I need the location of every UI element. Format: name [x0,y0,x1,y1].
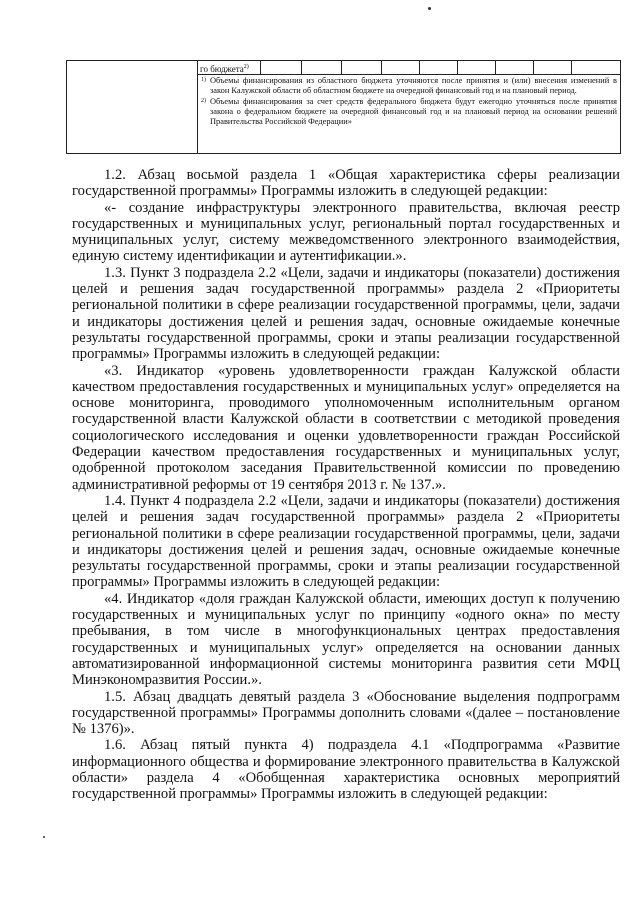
scan-speck [43,836,45,838]
footnote-mark: 1) [201,77,206,83]
scan-speck [428,7,431,10]
table-cell-divider [495,61,496,74]
paragraph-1-5: 1.5. Абзац двадцать девятый раздела 3 «Обоснование выделения подпрограмм государственной программы» Программы дополнить словами «(далее – постановление № 1376)». [72,688,620,738]
paragraph-1-4: 1.4. Пункт 4 подраздела 2.2 «Цели, задачи и индикаторы (показатели) достижения целей и решения задач государственной программы» раздела 2 «Приоритеты региональной политики в сфере реализации государственной программы, цели, задачи и индикаторы достижения целей и решения задач, основные ожидаемые конечные результаты государственной программы, сроки и этапы реализации государственной программы» Программы изложить в следующей редакции: [72,492,620,591]
table-cell-divider [341,61,342,74]
paragraph-quote-infrastructure: «- создание инфраструктуры электронного правительства, включая реестр государственных и муниципальных услуг, региональный портал государственных и муниципальных услуг, систему межведомственного электронного взаимодействия, единую систему идентификации и аутентификации.». [72,199,620,265]
document-body [72,167,620,803]
footnote [201,97,617,127]
table-footnotes [201,76,617,128]
financing-table-fragment [66,60,621,154]
paragraph-quote-indicator-4: «4. Индикатор «доля граждан Калужской области, имеющих доступ к получению государственных и муниципальных услуг по принципу «одного окна» по месту пребывания, в том числе в многофункциональных центрах предоставления государственных и муниципальных услуг» определяется на основании данных автоматизированной информационной системы мониторинга развития сети МФЦ Минэкономразвития России.». [72,590,620,689]
footnote-mark: 2) [201,98,206,104]
table-cell-divider [533,61,534,74]
table-cell-divider [301,61,302,74]
paragraph-1-2: 1.2. Абзац восьмой раздела 1 «Общая характеристика сферы реализации государственной программы» Программы изложить в следующей редакции: [72,167,620,200]
paragraph-1-6: 1.6. Абзац пятый пункта 4) подраздела 4.1 «Подпрограмма «Развитие информационного общества и формирование электронного правительства в Калужской области» раздела 4 «Обобщенная характеристика основных мероприятий государственной программы» Программы изложить в следующей редакции: [72,737,620,803]
table-left-column [67,61,198,153]
table-cell-divider [381,61,382,74]
footnote-text: Объемы финансирования из областного бюджета уточняются после принятия и (или) внесения изменений в закон Калужской области об областном бюджете на очередной финансовый год и на плановый период. [210,76,617,95]
table-cell-divider [260,61,261,74]
paragraph-1-3: 1.3. Пункт 3 подраздела 2.2 «Цели, задачи и индикаторы (показатели) достижения целей и решения задач государственной программы» раздела 2 «Приоритеты региональной политики в сфере реализации государственной программы, цели, задачи и индикаторы достижения целей и решения задач, основные ожидаемые конечные результаты государственной программы, сроки и этапы реализации государственной программы» Программы изложить в следующей редакции: [72,264,620,363]
table-cell-divider [457,61,458,74]
table-cell-divider [419,61,420,74]
table-budget-row [197,61,620,75]
paragraph-quote-indicator-3: «3. Индикатор «уровень удовлетворенности граждан Калужской области качеством предоставления государственных и муниципальных услуг» определяется на основе мониторинга, проводимого уполномоченным исполнительным органом государственной власти Калужской области в соответствии с методикой проведения социологического исследования и оценки удовлетворенности граждан Российской Федерации качеством предоставления государственных и муниципальных услуг, одобренной протоколом заседания Правительственной комиссии по проведению административной реформы от 19 сентября 2013 г. № 137.». [72,362,620,493]
table-row-label [200,61,249,76]
row-label-footnote-mark: 2) [243,64,249,70]
footnote [201,76,617,96]
row-label-text: го бюджета [200,64,244,74]
table-cell-divider [571,61,572,74]
footnote-text: Объемы финансирования за счет средств федерального бюджета будут ежегодно уточняться после принятия закона о федеральном бюджете на очередной финансовый год и на плановый период на основании решений Правительства Российской Федерации» [210,97,617,126]
